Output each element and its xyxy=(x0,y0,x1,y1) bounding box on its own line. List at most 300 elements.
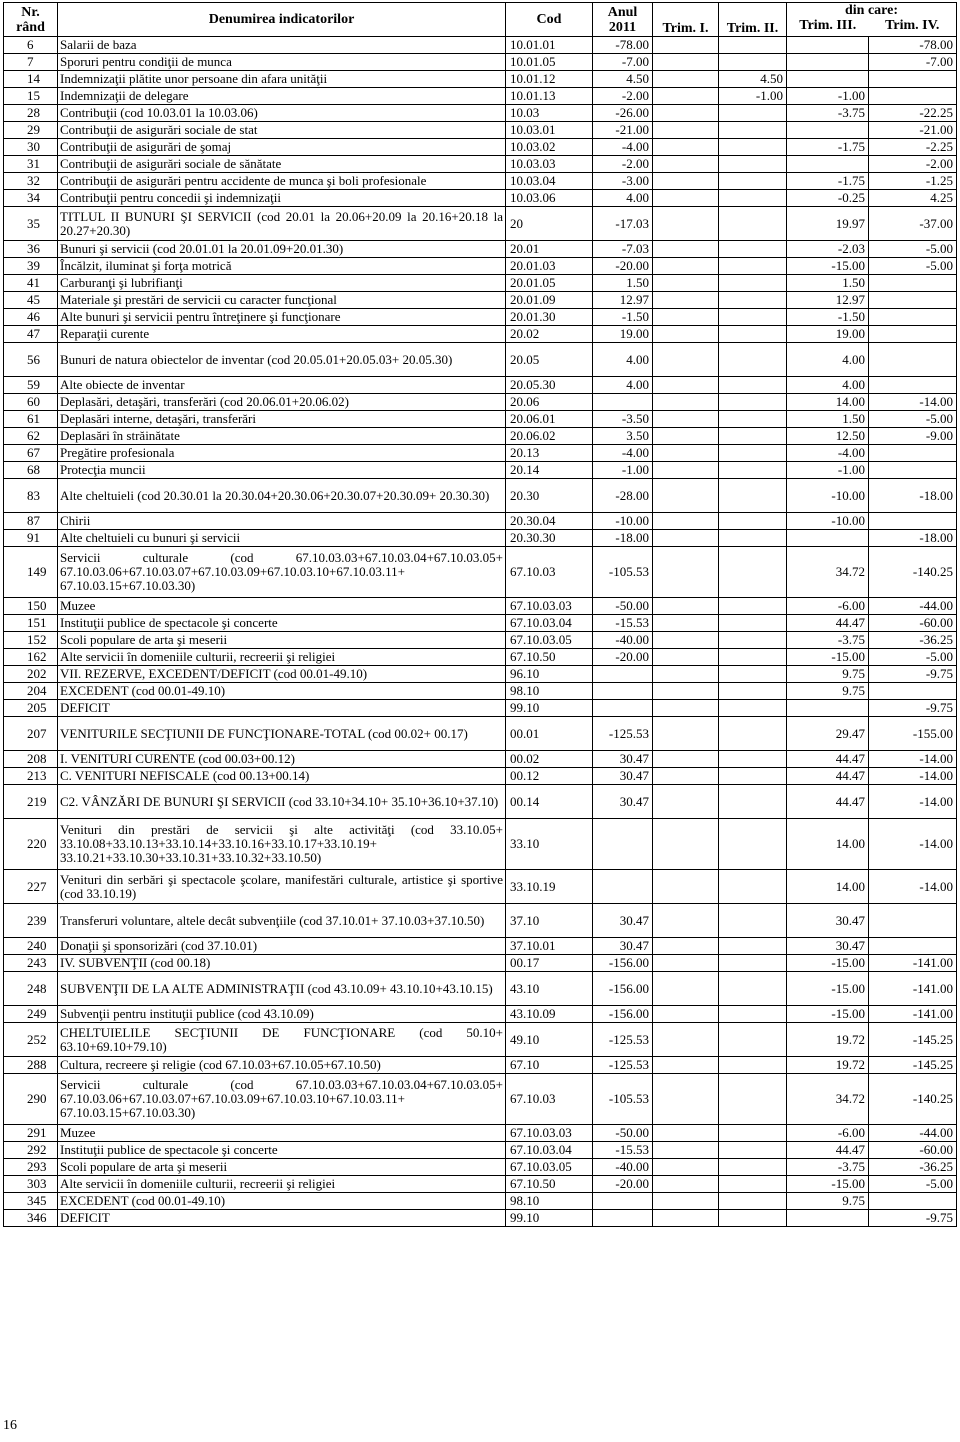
trim-1-value xyxy=(653,683,719,700)
annual-value: -50.00 xyxy=(593,598,653,615)
trim-3-value: -2.03 xyxy=(787,241,869,258)
trim-4-value: -155.00 xyxy=(869,717,957,751)
trim-1-value xyxy=(653,156,719,173)
trim-2-value xyxy=(719,1176,787,1193)
trim-2-value xyxy=(719,207,787,241)
trim-4-value: -5.00 xyxy=(869,258,957,275)
trim-3-value: 12.97 xyxy=(787,292,869,309)
annual-value: -125.53 xyxy=(593,1057,653,1074)
indicator-name: VII. REZERVE, EXCEDENT/DEFICIT (cod 00.01-49.10) xyxy=(58,666,506,683)
trim-2-value xyxy=(719,1023,787,1057)
trim-1-value xyxy=(653,88,719,105)
indicator-code: 20.06.01 xyxy=(506,411,593,428)
indicator-name: Alte bunuri şi servicii pentru întreţinere şi funcţionare xyxy=(58,309,506,326)
table-row xyxy=(4,819,957,870)
indicator-name: Contribuţii de asigurări de şomaj xyxy=(58,139,506,156)
trim-4-value: -37.00 xyxy=(869,207,957,241)
indicator-code: 10.01.05 xyxy=(506,54,593,71)
indicator-code: 10.03 xyxy=(506,105,593,122)
table-row xyxy=(4,1210,957,1227)
trim-1-value xyxy=(653,462,719,479)
trim-4-value: -9.00 xyxy=(869,428,957,445)
trim-2-value xyxy=(719,785,787,819)
indicator-code: 96.10 xyxy=(506,666,593,683)
indicator-code: 67.10.03.04 xyxy=(506,615,593,632)
trim-1-value xyxy=(653,547,719,598)
annual-value: -3.00 xyxy=(593,173,653,190)
trim-3-value: 1.50 xyxy=(787,275,869,292)
trim-3-value: -1.50 xyxy=(787,309,869,326)
trim-3-value: -1.00 xyxy=(787,88,869,105)
trim-2-value xyxy=(719,955,787,972)
trim-3-value: -15.00 xyxy=(787,1006,869,1023)
header-denumirea: Denumirea indicatorilor xyxy=(58,3,506,37)
indicator-code: 10.03.01 xyxy=(506,122,593,139)
row-number: 60 xyxy=(4,394,58,411)
annual-value: -105.53 xyxy=(593,1074,653,1125)
row-number: 150 xyxy=(4,598,58,615)
indicator-name: Subvenţii pentru instituţii publice (cod 43.10.09) xyxy=(58,1006,506,1023)
table-row xyxy=(4,428,957,445)
trim-2-value xyxy=(719,479,787,513)
annual-value: -125.53 xyxy=(593,717,653,751)
indicator-name: Sporuri pentru condiţii de munca xyxy=(58,54,506,71)
trim-4-value: -14.00 xyxy=(869,394,957,411)
row-number: 45 xyxy=(4,292,58,309)
annual-value: -50.00 xyxy=(593,1125,653,1142)
trim-4-value: -2.25 xyxy=(869,139,957,156)
trim-2-value xyxy=(719,394,787,411)
trim-4-value xyxy=(869,275,957,292)
trim-3-value: 19.00 xyxy=(787,326,869,343)
trim-2-value xyxy=(719,904,787,938)
table-row xyxy=(4,513,957,530)
indicator-name: Contribuţii de asigurări pentru accidente de munca şi boli profesionale xyxy=(58,173,506,190)
table-row xyxy=(4,700,957,717)
indicator-code: 10.01.12 xyxy=(506,71,593,88)
trim-3-value: 44.47 xyxy=(787,785,869,819)
row-number: 202 xyxy=(4,666,58,683)
annual-value: -28.00 xyxy=(593,479,653,513)
annual-value: -10.00 xyxy=(593,513,653,530)
trim-1-value xyxy=(653,649,719,666)
trim-2-value xyxy=(719,428,787,445)
indicator-code: 33.10.19 xyxy=(506,870,593,904)
table-row xyxy=(4,683,957,700)
row-number: 41 xyxy=(4,275,58,292)
trim-1-value xyxy=(653,479,719,513)
trim-1-value xyxy=(653,1057,719,1074)
row-number: 31 xyxy=(4,156,58,173)
trim-1-value xyxy=(653,37,719,54)
annual-value: 19.00 xyxy=(593,326,653,343)
indicator-name: Venituri din serbări şi spectacole şcolare, manifestări culturale, artistice şi sportive (cod 33.10.19) xyxy=(58,870,506,904)
header-trim-4: Trim. IV. xyxy=(885,18,940,33)
trim-2-value xyxy=(719,972,787,1006)
trim-4-value: -60.00 xyxy=(869,1142,957,1159)
indicator-code: 10.03.03 xyxy=(506,156,593,173)
trim-4-value xyxy=(869,88,957,105)
trim-4-value xyxy=(869,938,957,955)
indicator-code: 00.01 xyxy=(506,717,593,751)
row-number: 240 xyxy=(4,938,58,955)
indicator-code: 20.05.30 xyxy=(506,377,593,394)
indicator-code: 20.01.05 xyxy=(506,275,593,292)
indicator-name: I. VENITURI CURENTE (cod 00.03+00.12) xyxy=(58,751,506,768)
annual-value: 4.00 xyxy=(593,343,653,377)
indicator-code: 37.10 xyxy=(506,904,593,938)
indicator-name: Muzee xyxy=(58,1125,506,1142)
trim-4-value: -140.25 xyxy=(869,547,957,598)
annual-value: 30.47 xyxy=(593,938,653,955)
document-page xyxy=(3,2,956,1227)
indicator-name: Alte cheltuieli cu bunuri şi servicii xyxy=(58,530,506,547)
indicator-name: Alte cheltuieli (cod 20.30.01 la 20.30.04+20.30.06+20.30.07+20.30.09+ 20.30.30) xyxy=(58,479,506,513)
indicator-name: Contribuţii de asigurări sociale de sănătate xyxy=(58,156,506,173)
annual-value: -4.00 xyxy=(593,445,653,462)
trim-2-value xyxy=(719,292,787,309)
row-number: 292 xyxy=(4,1142,58,1159)
table-body xyxy=(4,37,957,1227)
indicator-name: Servicii culturale (cod 67.10.03.03+67.10.03.04+67.10.03.05+ 67.10.03.06+67.10.03.07+67.10.03.09+67.10.03.10+67.10.03.11+ 67.10.03.15+67.10.03.30) xyxy=(58,547,506,598)
trim-2-value xyxy=(719,700,787,717)
trim-4-value: -36.25 xyxy=(869,1159,957,1176)
trim-3-value xyxy=(787,54,869,71)
trim-2-value xyxy=(719,326,787,343)
table-row xyxy=(4,122,957,139)
annual-value xyxy=(593,700,653,717)
table-row xyxy=(4,632,957,649)
trim-3-value: -1.75 xyxy=(787,173,869,190)
table-row xyxy=(4,241,957,258)
trim-1-value xyxy=(653,258,719,275)
trim-4-value: -18.00 xyxy=(869,479,957,513)
trim-2-value xyxy=(719,411,787,428)
indicator-code: 10.03.04 xyxy=(506,173,593,190)
trim-3-value: 29.47 xyxy=(787,717,869,751)
indicator-name: Deplasări interne, detaşări, transferări xyxy=(58,411,506,428)
trim-1-value xyxy=(653,1142,719,1159)
header-cod: Cod xyxy=(506,3,593,37)
trim-2-value xyxy=(719,343,787,377)
trim-3-value: 34.72 xyxy=(787,547,869,598)
row-number: 91 xyxy=(4,530,58,547)
row-number: 36 xyxy=(4,241,58,258)
trim-1-value xyxy=(653,819,719,870)
row-number: 303 xyxy=(4,1176,58,1193)
trim-3-value xyxy=(787,530,869,547)
indicator-code: 00.02 xyxy=(506,751,593,768)
trim-2-value xyxy=(719,139,787,156)
annual-value: 3.50 xyxy=(593,428,653,445)
table-row xyxy=(4,649,957,666)
annual-value: -21.00 xyxy=(593,122,653,139)
trim-1-value xyxy=(653,904,719,938)
table-row xyxy=(4,88,957,105)
trim-4-value: -9.75 xyxy=(869,666,957,683)
trim-4-value: -2.00 xyxy=(869,156,957,173)
indicator-code: 20.30 xyxy=(506,479,593,513)
trim-2-value xyxy=(719,513,787,530)
table-row xyxy=(4,938,957,955)
table-row xyxy=(4,462,957,479)
indicator-name: Alte servicii în domeniile culturii, recreerii şi religiei xyxy=(58,1176,506,1193)
row-number: 152 xyxy=(4,632,58,649)
indicator-code: 43.10.09 xyxy=(506,1006,593,1023)
annual-value xyxy=(593,870,653,904)
trim-4-value: -141.00 xyxy=(869,972,957,1006)
annual-value: -7.03 xyxy=(593,241,653,258)
trim-4-value: -14.00 xyxy=(869,751,957,768)
indicator-code: 98.10 xyxy=(506,683,593,700)
trim-3-value: 44.47 xyxy=(787,751,869,768)
table-row xyxy=(4,530,957,547)
indicator-name: Scoli populare de arta şi meserii xyxy=(58,1159,506,1176)
trim-2-value xyxy=(719,258,787,275)
header-trim-2: Trim. II. xyxy=(719,3,787,37)
indicator-code: 67.10.50 xyxy=(506,649,593,666)
trim-2-value: -1.00 xyxy=(719,88,787,105)
trim-4-value xyxy=(869,292,957,309)
trim-4-value xyxy=(869,683,957,700)
table-row xyxy=(4,717,957,751)
trim-1-value xyxy=(653,1074,719,1125)
trim-1-value xyxy=(653,275,719,292)
trim-3-value: 1.50 xyxy=(787,411,869,428)
row-number: 243 xyxy=(4,955,58,972)
trim-2-value xyxy=(719,1142,787,1159)
trim-4-value: -21.00 xyxy=(869,122,957,139)
annual-value: -7.00 xyxy=(593,54,653,71)
trim-1-value xyxy=(653,530,719,547)
row-number: 30 xyxy=(4,139,58,156)
table-row xyxy=(4,870,957,904)
annual-value: 30.47 xyxy=(593,785,653,819)
trim-4-value: -44.00 xyxy=(869,598,957,615)
row-number: 59 xyxy=(4,377,58,394)
table-row xyxy=(4,139,957,156)
indicator-name: VENITURILE SECŢIUNII DE FUNCŢIONARE-TOTAL (cod 00.02+ 00.17) xyxy=(58,717,506,751)
table-row xyxy=(4,598,957,615)
table-row xyxy=(4,1159,957,1176)
table-row xyxy=(4,343,957,377)
annual-value: -2.00 xyxy=(593,88,653,105)
trim-1-value xyxy=(653,190,719,207)
trim-2-value xyxy=(719,1159,787,1176)
indicator-code: 20.14 xyxy=(506,462,593,479)
trim-2-value xyxy=(719,547,787,598)
trim-3-value: -3.75 xyxy=(787,632,869,649)
annual-value: -125.53 xyxy=(593,1023,653,1057)
table-row xyxy=(4,1142,957,1159)
trim-3-value: 12.50 xyxy=(787,428,869,445)
annual-value: -20.00 xyxy=(593,1176,653,1193)
trim-1-value xyxy=(653,615,719,632)
annual-value: 12.97 xyxy=(593,292,653,309)
table-row xyxy=(4,37,957,54)
row-number: 6 xyxy=(4,37,58,54)
trim-2-value xyxy=(719,275,787,292)
table-row xyxy=(4,190,957,207)
annual-value: -156.00 xyxy=(593,1006,653,1023)
trim-1-value xyxy=(653,955,719,972)
table-row xyxy=(4,377,957,394)
table-row xyxy=(4,173,957,190)
trim-4-value: -14.00 xyxy=(869,768,957,785)
table-row xyxy=(4,156,957,173)
row-number: 62 xyxy=(4,428,58,445)
trim-3-value: -1.75 xyxy=(787,139,869,156)
trim-3-value: 30.47 xyxy=(787,938,869,955)
trim-2-value xyxy=(719,241,787,258)
row-number: 46 xyxy=(4,309,58,326)
row-number: 346 xyxy=(4,1210,58,1227)
trim-1-value xyxy=(653,785,719,819)
header-trim-1: Trim. I. xyxy=(653,3,719,37)
indicator-name: EXCEDENT (cod 00.01-49.10) xyxy=(58,683,506,700)
trim-2-value xyxy=(719,598,787,615)
table-row xyxy=(4,479,957,513)
trim-3-value: -15.00 xyxy=(787,1176,869,1193)
annual-value: -78.00 xyxy=(593,37,653,54)
trim-4-value xyxy=(869,377,957,394)
indicator-code: 67.10.03.03 xyxy=(506,1125,593,1142)
indicator-name: Donaţii şi sponsorizări (cod 37.10.01) xyxy=(58,938,506,955)
annual-value: 4.00 xyxy=(593,377,653,394)
trim-2-value xyxy=(719,1210,787,1227)
trim-1-value xyxy=(653,751,719,768)
row-number: 252 xyxy=(4,1023,58,1057)
trim-1-value xyxy=(653,700,719,717)
table-row xyxy=(4,258,957,275)
trim-3-value: -6.00 xyxy=(787,598,869,615)
indicator-name: Materiale şi prestări de servicii cu caracter funcţional xyxy=(58,292,506,309)
annual-value: -156.00 xyxy=(593,972,653,1006)
annual-value: -20.00 xyxy=(593,258,653,275)
trim-1-value xyxy=(653,71,719,88)
trim-1-value xyxy=(653,1193,719,1210)
indicator-name: Instituţii publice de spectacole şi concerte xyxy=(58,615,506,632)
table-row xyxy=(4,207,957,241)
trim-4-value: -1.25 xyxy=(869,173,957,190)
indicator-code: 67.10.03.05 xyxy=(506,1159,593,1176)
trim-3-value xyxy=(787,1210,869,1227)
trim-2-value xyxy=(719,1125,787,1142)
trim-2-value xyxy=(719,156,787,173)
indicator-name: Venituri din prestări de servicii şi alte activităţi (cod 33.10.05+ 33.10.08+33.10.13+33.10.14+33.10.16+33.10.17+33.10.19+ 33.10.21+33.10.30+33.10.31+33.10.32+33.10.50) xyxy=(58,819,506,870)
trim-2-value xyxy=(719,173,787,190)
row-number: 219 xyxy=(4,785,58,819)
trim-2-value xyxy=(719,37,787,54)
trim-4-value: -141.00 xyxy=(869,955,957,972)
table-row xyxy=(4,666,957,683)
trim-3-value: 44.47 xyxy=(787,615,869,632)
table-row xyxy=(4,292,957,309)
trim-1-value xyxy=(653,972,719,1006)
trim-3-value: 30.47 xyxy=(787,904,869,938)
indicator-name: Contribuţii (cod 10.03.01 la 10.03.06) xyxy=(58,105,506,122)
indicator-name: Muzee xyxy=(58,598,506,615)
indicator-name: Chirii xyxy=(58,513,506,530)
table-row xyxy=(4,904,957,938)
trim-3-value: -15.00 xyxy=(787,955,869,972)
row-number: 205 xyxy=(4,700,58,717)
annual-value: 30.47 xyxy=(593,904,653,938)
indicator-code: 98.10 xyxy=(506,1193,593,1210)
indicator-name: DEFICIT xyxy=(58,1210,506,1227)
indicator-name: Contribuţii de asigurări sociale de stat xyxy=(58,122,506,139)
table-row xyxy=(4,1074,957,1125)
table-row xyxy=(4,1057,957,1074)
trim-2-value xyxy=(719,1057,787,1074)
indicator-name: Bunuri de natura obiectelor de inventar (cod 20.05.01+20.05.03+ 20.05.30) xyxy=(58,343,506,377)
trim-4-value: -9.75 xyxy=(869,700,957,717)
trim-1-value xyxy=(653,717,719,751)
trim-1-value xyxy=(653,445,719,462)
indicator-code: 10.03.02 xyxy=(506,139,593,156)
trim-1-value xyxy=(653,54,719,71)
row-number: 288 xyxy=(4,1057,58,1074)
trim-4-value: -145.25 xyxy=(869,1057,957,1074)
trim-4-value: -14.00 xyxy=(869,870,957,904)
indicator-code: 20.05 xyxy=(506,343,593,377)
trim-1-value xyxy=(653,1023,719,1057)
trim-2-value xyxy=(719,462,787,479)
trim-4-value xyxy=(869,71,957,88)
indicator-name: Deplasări în străinătate xyxy=(58,428,506,445)
trim-3-value: 14.00 xyxy=(787,870,869,904)
trim-2-value xyxy=(719,751,787,768)
indicator-code: 00.12 xyxy=(506,768,593,785)
header-trim-3-4 xyxy=(787,3,957,37)
trim-3-value xyxy=(787,37,869,54)
indicator-code: 33.10 xyxy=(506,819,593,870)
trim-1-value xyxy=(653,1159,719,1176)
annual-value: -2.00 xyxy=(593,156,653,173)
indicator-name: Servicii culturale (cod 67.10.03.03+67.10.03.04+67.10.03.05+ 67.10.03.06+67.10.03.07+67.10.03.09+67.10.03.10+67.10.03.11+ 67.10.03.15+67.10.03.30) xyxy=(58,1074,506,1125)
indicator-code: 37.10.01 xyxy=(506,938,593,955)
trim-4-value: -5.00 xyxy=(869,241,957,258)
table-row xyxy=(4,394,957,411)
trim-2-value xyxy=(719,377,787,394)
indicator-code: 99.10 xyxy=(506,1210,593,1227)
indicator-code: 67.10.50 xyxy=(506,1176,593,1193)
annual-value: 1.50 xyxy=(593,275,653,292)
trim-3-value: -0.25 xyxy=(787,190,869,207)
row-number: 220 xyxy=(4,819,58,870)
trim-1-value xyxy=(653,207,719,241)
trim-2-value xyxy=(719,1006,787,1023)
trim-2-value xyxy=(719,632,787,649)
row-number: 34 xyxy=(4,190,58,207)
trim-3-value: -15.00 xyxy=(787,649,869,666)
indicator-code: 10.01.13 xyxy=(506,88,593,105)
trim-3-value: 19.72 xyxy=(787,1057,869,1074)
row-number: 61 xyxy=(4,411,58,428)
row-number: 29 xyxy=(4,122,58,139)
indicator-name: Deplasări, detaşări, transferări (cod 20.06.01+20.06.02) xyxy=(58,394,506,411)
trim-3-value xyxy=(787,122,869,139)
trim-4-value: 4.25 xyxy=(869,190,957,207)
annual-value: -15.53 xyxy=(593,615,653,632)
annual-value: -15.53 xyxy=(593,1142,653,1159)
row-number: 227 xyxy=(4,870,58,904)
table-row xyxy=(4,54,957,71)
row-number: 7 xyxy=(4,54,58,71)
trim-3-value: -3.75 xyxy=(787,1159,869,1176)
trim-1-value xyxy=(653,632,719,649)
trim-3-value: -15.00 xyxy=(787,258,869,275)
